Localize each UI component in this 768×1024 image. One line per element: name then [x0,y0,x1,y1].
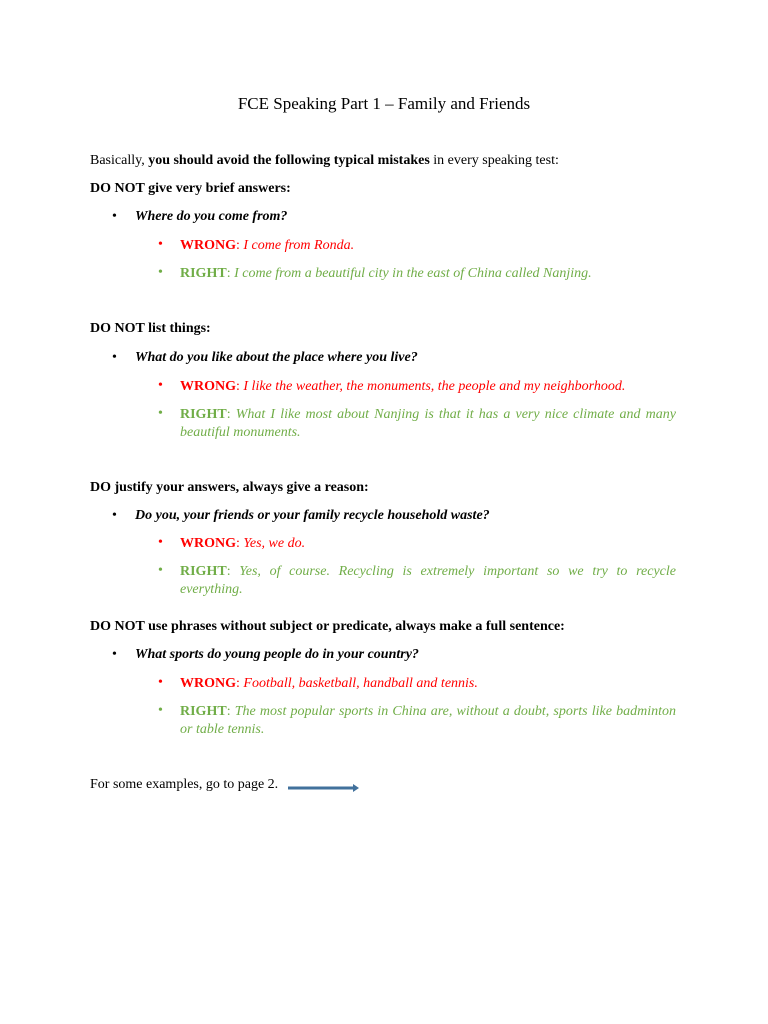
label-separator: : [226,266,235,281]
label-separator: : [226,564,240,579]
section-heading-1: DO NOT give very brief answers: [90,181,291,196]
section-heading-3: DO justify your answers, always give a reason: [90,480,369,495]
intro-paragraph [90,153,559,169]
intro-bold: you should avoid the following typical mistakes [148,153,430,168]
label-separator: : [226,704,235,719]
question-text-2: What do you like about the place where you live? [135,350,418,365]
intro-post: in every speaking test: [429,153,559,168]
wrong-answer-text-1: I come from Ronda. [243,238,355,253]
bullet-icon: • [158,237,163,252]
wrong-answer-text-3: Yes, we do. [243,536,306,551]
question-text-1: Where do you come from? [135,209,288,224]
bullet-icon: • [112,508,117,523]
question-text-4: What sports do young people do in your country? [135,647,419,662]
bullet-icon: • [158,406,163,421]
section-heading-2: DO NOT list things: [90,321,211,336]
wrong-answer-text-4: Football, basketball, handball and tennis. [243,676,478,691]
bullet-icon: • [158,703,163,718]
right-answer-text-3: Yes, of course. Recycling is extremely important so we try to recycle everything. [180,564,676,597]
bullet-icon: • [158,265,163,280]
bullet-icon: • [112,209,117,224]
bullet-icon: • [158,563,163,578]
wrong-label: WRONG [180,238,236,253]
intro-pre: Basically, [90,153,149,168]
right-label: RIGHT [180,564,227,579]
right-answer-text-2: What I like most about Nanjing is that it has a very nice climate and many beautiful monuments. [180,407,676,440]
question-text-3: Do you, your friends or your family recycle household waste? [135,508,490,523]
wrong-answer-text-2: I like the weather, the monuments, the people and my neighborhood. [243,379,626,394]
bullet-icon: • [158,378,163,393]
label-separator: : [226,407,236,422]
right-label: RIGHT [180,266,227,281]
arrow-right-icon [288,784,360,792]
label-separator: : [236,676,244,691]
wrong-label: WRONG [180,536,236,551]
wrong-label: WRONG [180,676,236,691]
label-separator: : [236,379,244,394]
right-answer-text-4: The most popular sports in China are, without a doubt, sports like badminton or table tennis. [180,704,677,737]
label-separator: : [236,238,244,253]
bullet-icon: • [158,535,163,550]
label-separator: : [236,536,244,551]
bullet-icon: • [112,647,117,662]
right-label: RIGHT [180,704,227,719]
wrong-label: WRONG [180,379,236,394]
page-title: FCE Speaking Part 1 – Family and Friends [237,94,531,113]
footer-note: For some examples, go to page 2. [90,777,279,792]
right-label: RIGHT [180,407,227,422]
section-heading-4: DO NOT use phrases without subject or predicate, always make a full sentence: [90,619,565,634]
right-answer-text-1: I come from a beautiful city in the east of China called Nanjing. [234,266,592,281]
bullet-icon: • [112,350,117,365]
bullet-icon: • [158,675,163,690]
